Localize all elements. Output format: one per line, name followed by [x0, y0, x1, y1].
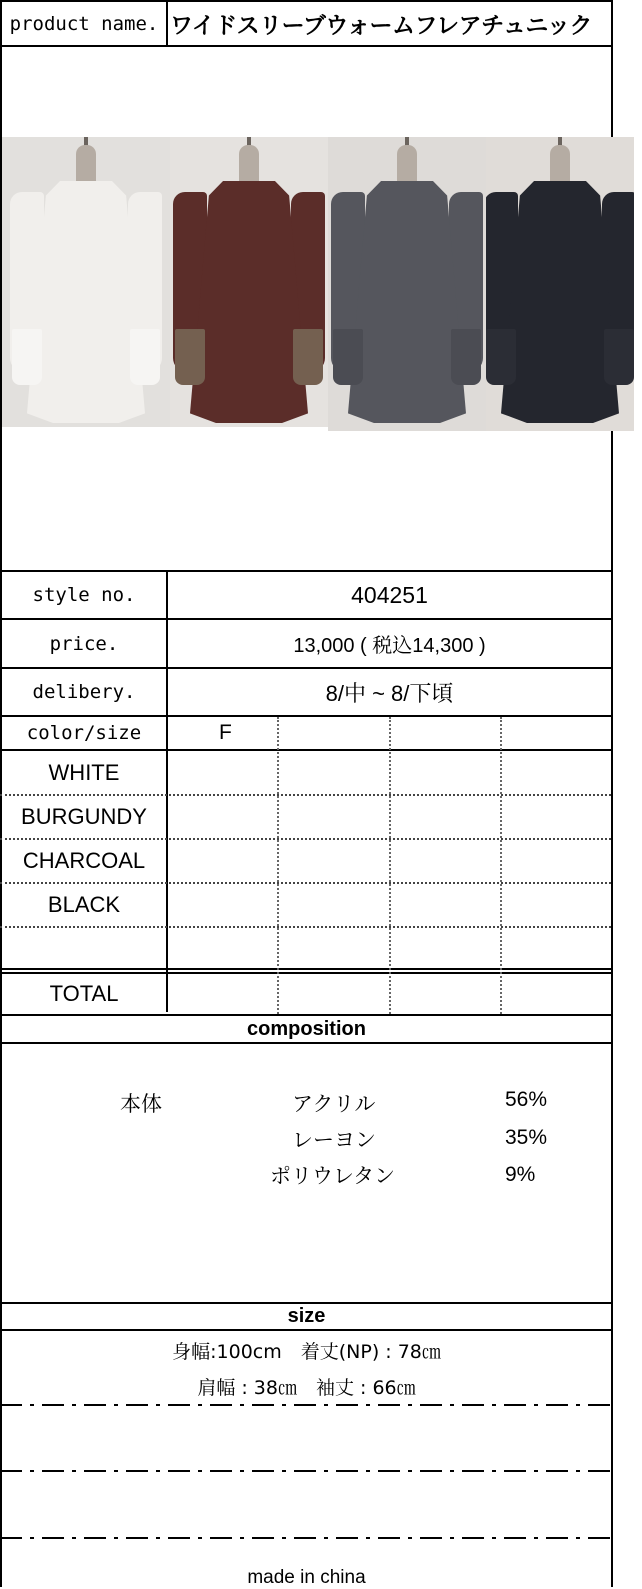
material-pct-3: 9% — [505, 1163, 536, 1186]
divider-line — [0, 1404, 610, 1406]
color-row-burgundy: BURGUNDY — [21, 804, 147, 829]
total-label: TOTAL — [49, 981, 119, 1006]
material-name-1: アクリル — [292, 1092, 376, 1116]
style-no-value: 404251 — [351, 581, 428, 608]
garment-cuff-left — [333, 329, 363, 385]
material-name-3: ポリウレタン — [270, 1164, 396, 1188]
product-photo-burgundy — [170, 137, 328, 427]
mannequin-neck — [397, 145, 417, 185]
size-header-4 — [502, 717, 611, 749]
product-photo-black — [486, 137, 634, 431]
garment-cuff-right — [293, 329, 323, 385]
garment-body — [501, 181, 619, 423]
garment-cuff-left — [12, 329, 42, 385]
product-photo-white — [2, 137, 170, 427]
garment-body — [190, 181, 308, 423]
garment-cuff-left — [175, 329, 205, 385]
material-pct-2: 35% — [505, 1126, 548, 1149]
divider-line — [0, 1537, 610, 1539]
size-line-1: 身幅:100cm 着丈(NP) : 78㎝ — [172, 1340, 441, 1363]
product-photo-charcoal — [328, 137, 486, 431]
price-label: price. — [49, 632, 119, 655]
garment-body — [348, 181, 466, 423]
color-row-charcoal: CHARCOAL — [22, 848, 146, 873]
mannequin-neck — [76, 145, 96, 185]
mannequin-neck — [239, 145, 259, 185]
size-header-1: F — [219, 721, 232, 744]
origin-label: made in china — [247, 1566, 366, 1588]
divider-line — [0, 1470, 610, 1472]
color-size-header: color/size — [26, 722, 142, 744]
garment-body — [27, 181, 145, 423]
composition-title: composition — [247, 1017, 366, 1040]
garment-cuff-right — [130, 329, 160, 385]
garment-cuff-right — [451, 329, 481, 385]
color-row-empty — [2, 928, 166, 968]
size-header-3 — [391, 717, 500, 749]
product-name-label: product name. — [9, 12, 159, 35]
mannequin-neck — [550, 145, 570, 185]
delivery-label: delibery. — [32, 681, 136, 703]
color-row-white: WHITE — [48, 759, 120, 785]
product-name-value: ワイドスリーブウォームフレアチュニック — [170, 13, 592, 39]
delivery-value: 8/中 ~ 8/下頃 — [325, 680, 454, 706]
composition-part: 本体 — [120, 1092, 162, 1116]
size-line-2: 肩幅 : 38㎝ 袖丈 : 66㎝ — [197, 1376, 416, 1399]
style-no-label: style no. — [32, 584, 136, 606]
garment-cuff-right — [604, 329, 634, 385]
garment-cuff-left — [486, 329, 516, 385]
material-name-2: レーヨン — [292, 1128, 376, 1152]
color-row-black: BLACK — [47, 892, 121, 917]
material-pct-1: 56% — [505, 1088, 548, 1111]
size-header-2 — [279, 717, 389, 749]
size-title: size — [287, 1305, 326, 1327]
price-value: 13,000 ( 税込14,300 ) — [293, 635, 486, 657]
